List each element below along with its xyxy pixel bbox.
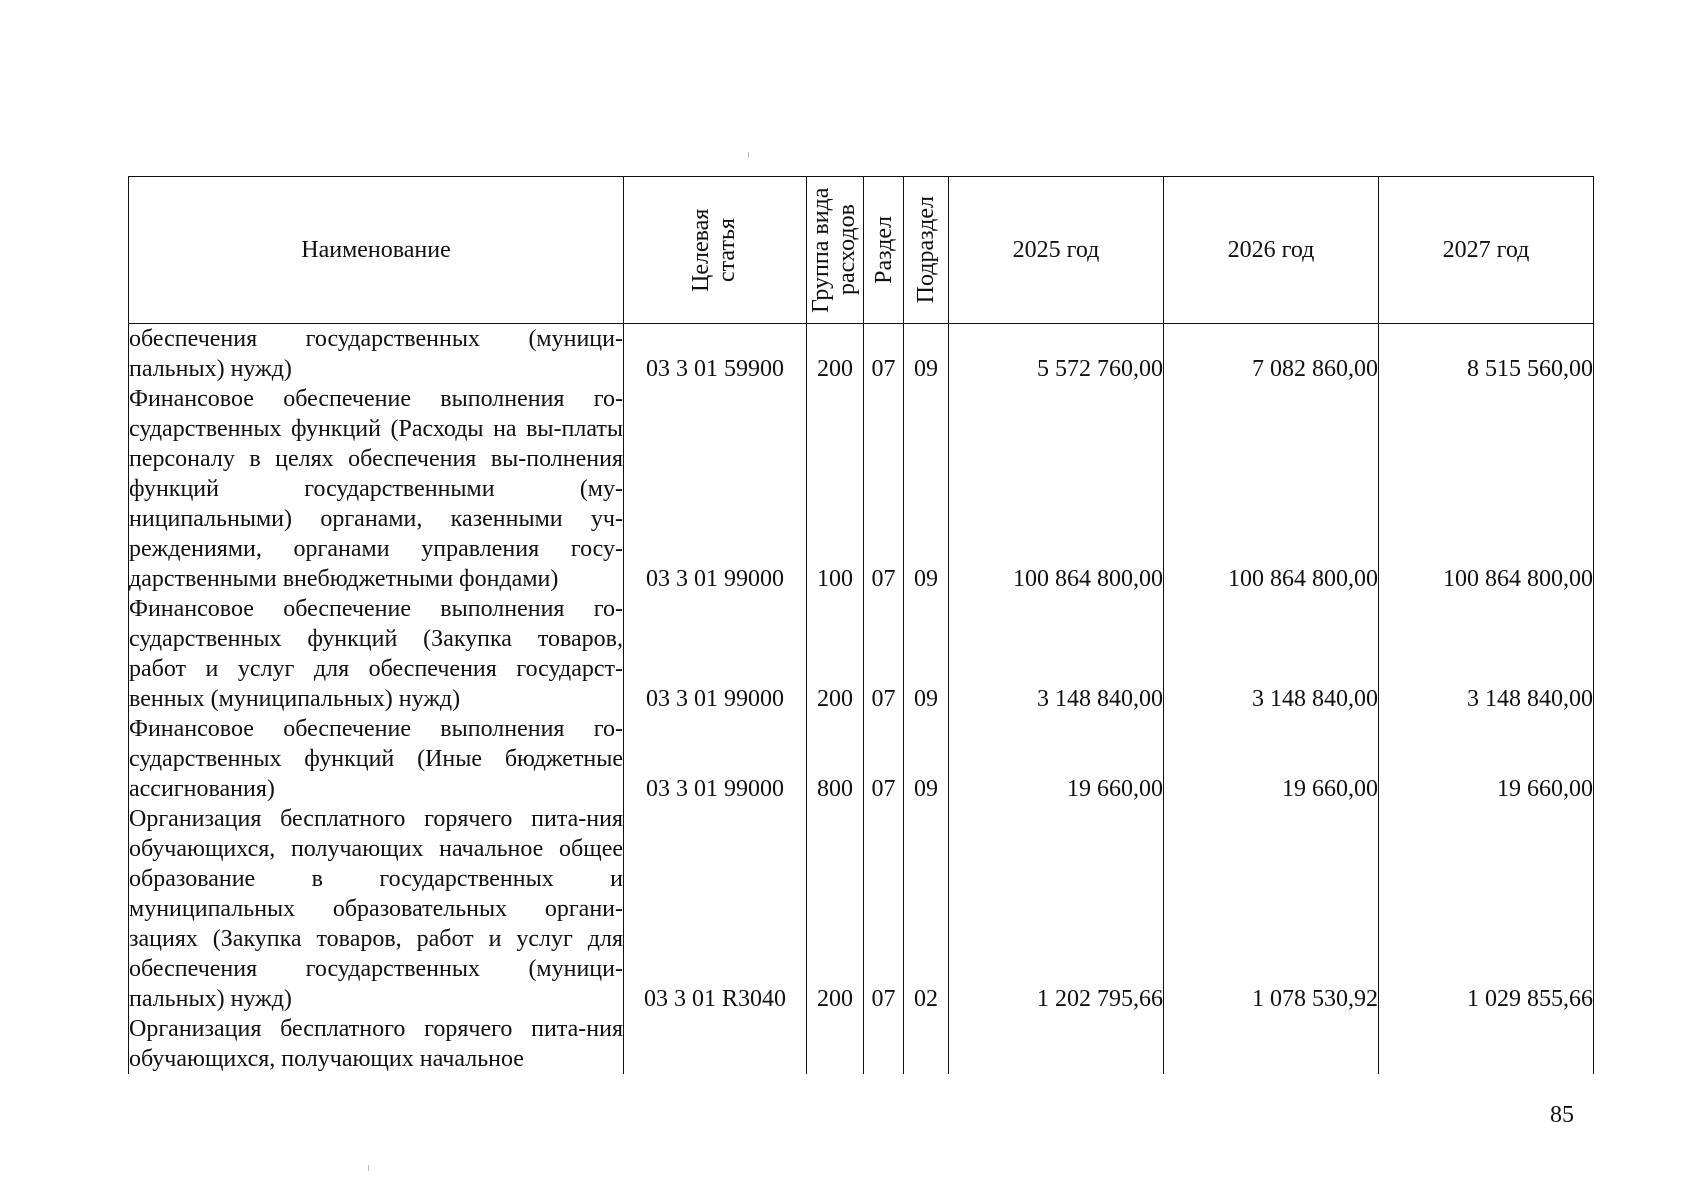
row-2027: 19 660,00 [1379,714,1594,804]
table-row [129,1014,1594,1074]
row-group: 200 [807,324,864,385]
row-section [864,1014,904,1074]
row-group: 200 [807,594,864,714]
row-group [807,1014,864,1074]
row-2025: 100 864 800,00 [949,384,1164,594]
row-2027: 1 029 855,66 [1379,804,1594,1014]
table-row [129,594,1594,714]
row-2025: 3 148 840,00 [949,594,1164,714]
row-section: 07 [864,714,904,804]
row-2027: 3 148 840,00 [1379,594,1594,714]
row-name: Финансовое обеспечение выполнения го-сударственных функций (Иные бюджетные ассигнования) [129,716,623,802]
row-2025 [949,1014,1164,1074]
row-2026: 100 864 800,00 [1164,384,1379,594]
header-target: Целевая статья [624,177,807,324]
row-name: Организация бесплатного горячего пита-ния обучающихся, получающих начальное общее образование в государственных и муниципальных образовательных органи-зациях (Закупка товаров, работ и услуг для обеспечения государственных (муници-пальных) нужд) [129,806,623,1012]
row-section: 07 [864,324,904,385]
row-name: Финансовое обеспечение выполнения го-сударственных функций (Закупка товаров, работ и услуг для обеспечения государст-венных (муниципальных) нужд) [129,596,623,712]
row-2026 [1164,1014,1379,1074]
header-2027: 2027 год [1379,177,1594,324]
row-2026: 7 082 860,00 [1164,324,1379,385]
table-row [129,384,1594,594]
row-name: Финансовое обеспечение выполнения го-сударственных функций (Расходы на вы-платы персоналу в целях обеспечения вы-полнения функций государственными (му-ниципальными) органами, казенными уч-реждениями, органами управления госу-дарственными внебюджетными фондами) [129,386,623,592]
row-2027 [1379,1014,1594,1074]
row-target: 03 3 01 99000 [624,384,807,594]
row-group: 800 [807,714,864,804]
row-target: 03 3 01 99000 [624,714,807,804]
row-2026: 3 148 840,00 [1164,594,1379,714]
row-2025: 1 202 795,66 [949,804,1164,1014]
row-group: 200 [807,804,864,1014]
budget-table [128,176,1594,1074]
row-name: обеспечения государственных (муници-пальных) нужд) [129,324,624,385]
row-2027: 100 864 800,00 [1379,384,1594,594]
header-subsection: Подраздел [904,177,949,324]
row-group: 100 [807,384,864,594]
row-subsection: 09 [904,324,949,385]
table-row [129,324,1594,385]
header-name: Наименование [129,177,624,324]
row-section: 07 [864,594,904,714]
row-2026: 19 660,00 [1164,714,1379,804]
row-subsection: 02 [904,804,949,1014]
table-row [129,804,1594,1014]
row-section: 07 [864,384,904,594]
scan-mark [368,1165,369,1171]
header-row [129,177,1594,324]
row-subsection [904,1014,949,1074]
row-target: 03 3 01 R3040 [624,804,807,1014]
header-section: Раздел [864,177,904,324]
page-number: 85 [1550,1102,1574,1128]
header-group: Группа вида расходов [807,177,864,324]
row-subsection: 09 [904,714,949,804]
row-2026: 1 078 530,92 [1164,804,1379,1014]
row-target: 03 3 01 99000 [624,594,807,714]
scan-mark [748,152,749,158]
row-2025: 5 572 760,00 [949,324,1164,385]
row-2025: 19 660,00 [949,714,1164,804]
header-2026: 2026 год [1164,177,1379,324]
row-target [624,1014,807,1074]
row-name: Организация бесплатного горячего пита-ния обучающихся, получающих начальное [129,1016,623,1072]
row-subsection: 09 [904,594,949,714]
table-row [129,714,1594,804]
row-2027: 8 515 560,00 [1379,324,1594,385]
header-2025: 2025 год [949,177,1164,324]
row-target: 03 3 01 59900 [624,324,807,385]
row-subsection: 09 [904,384,949,594]
row-section: 07 [864,804,904,1014]
